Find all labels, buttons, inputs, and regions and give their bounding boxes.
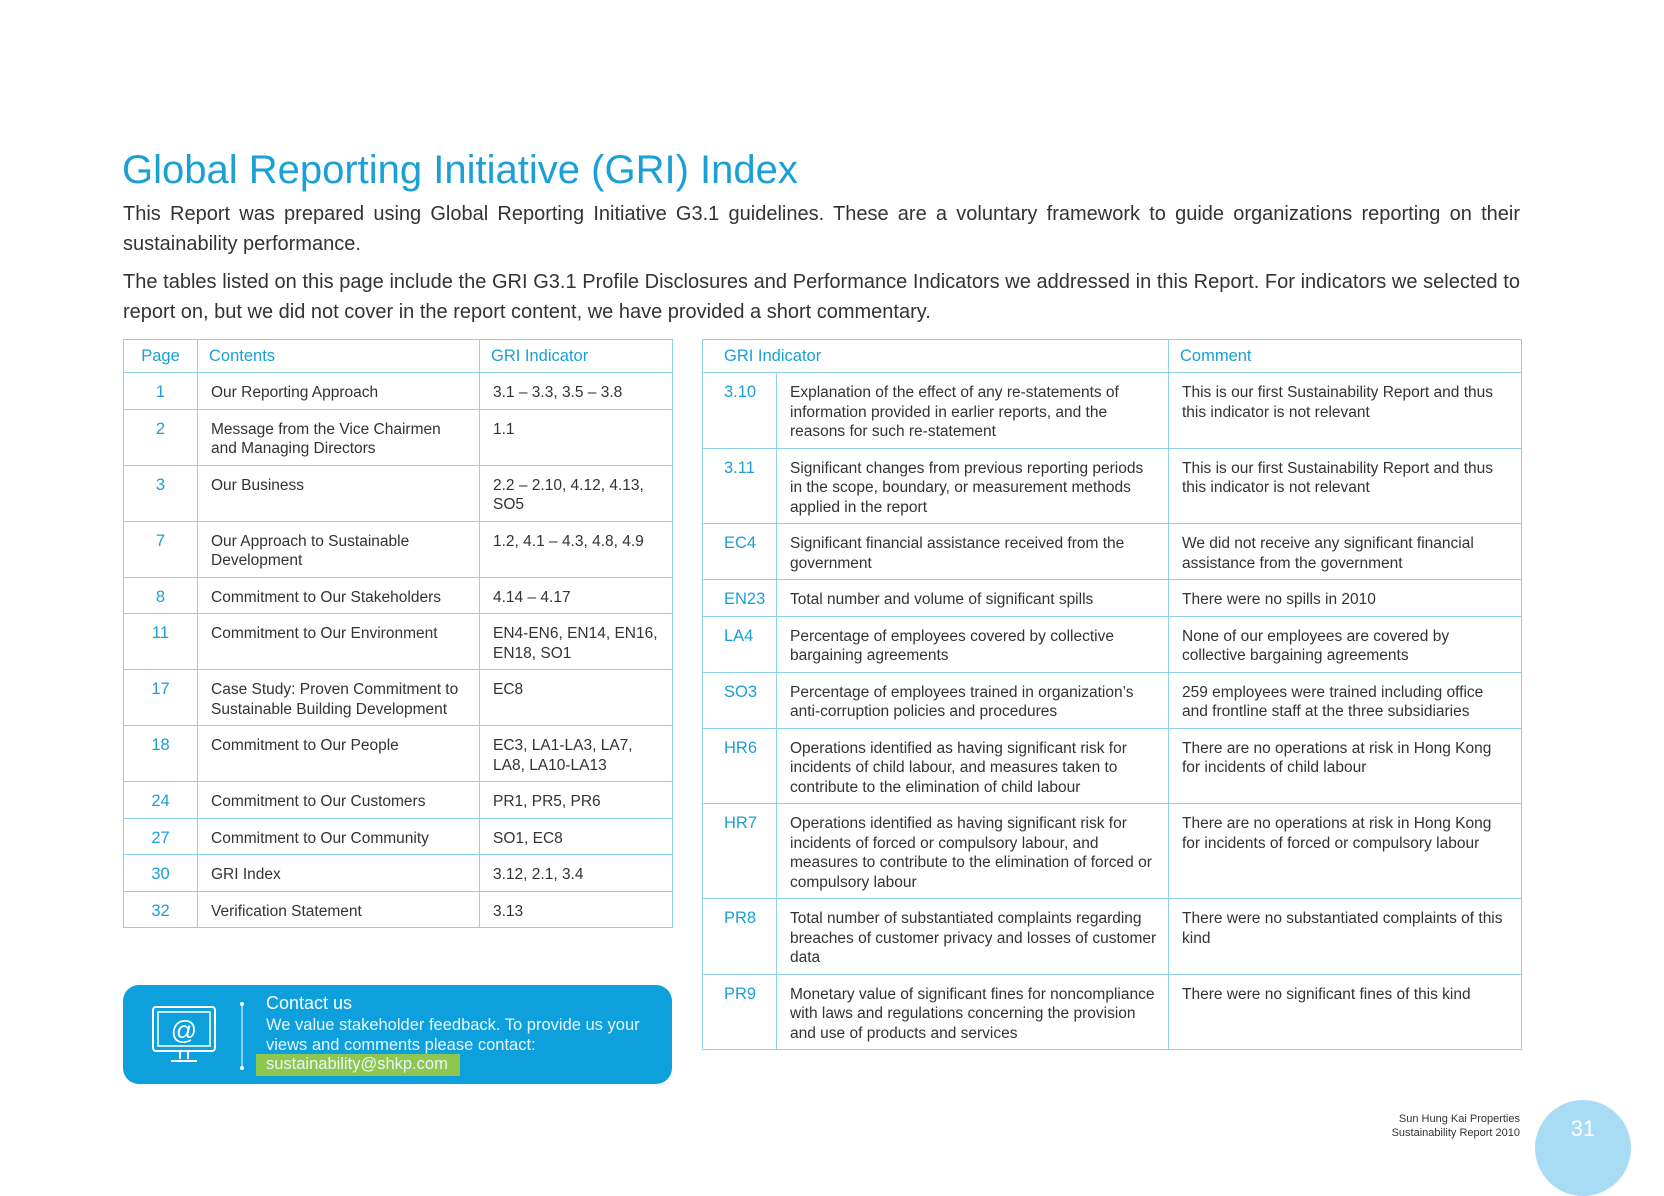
contents-cell: Our Reporting Approach xyxy=(198,373,480,410)
column-header-comment: Comment xyxy=(1169,340,1522,373)
indicator-description-cell: Total number of substantiated complaints regarding breaches of customer privacy and losses of customer data xyxy=(777,899,1169,975)
comment-cell: This is our first Sustainability Report and thus this indicator is not relevant xyxy=(1169,373,1522,449)
table-row xyxy=(124,614,673,670)
gri-indicator-cell: 3.1 – 3.3, 3.5 – 3.8 xyxy=(480,373,673,410)
contents-table xyxy=(123,339,673,928)
at-sign-monitor-icon xyxy=(151,1005,217,1067)
indicator-description-cell: Percentage of employees covered by collective bargaining agreements xyxy=(777,616,1169,672)
comment-cell: There are no operations at risk in Hong Kong for incidents of forced or compulsory labour xyxy=(1169,804,1522,899)
gri-indicator-cell: 1.2, 4.1 – 4.3, 4.8, 4.9 xyxy=(480,521,673,577)
indicator-code-cell: 3.11 xyxy=(703,448,777,524)
indicator-description-cell: Operations identified as having significant risk for incidents of child labour, and measures taken to contribute to the elimination of child labour xyxy=(777,728,1169,804)
contents-cell: Commitment to Our Environment xyxy=(198,614,480,670)
table-row xyxy=(124,409,673,465)
contents-cell: Our Approach to Sustainable Development xyxy=(198,521,480,577)
page-cell: 11 xyxy=(124,614,198,670)
comment-cell: There were no substantiated complaints of this kind xyxy=(1169,899,1522,975)
indicator-description-cell: Significant financial assistance received from the government xyxy=(777,524,1169,580)
table-row xyxy=(124,891,673,928)
gri-indicator-cell: SO1, EC8 xyxy=(480,818,673,855)
divider-line xyxy=(239,1001,245,1071)
page-cell: 7 xyxy=(124,521,198,577)
page-number: 31 xyxy=(1570,1116,1596,1141)
contact-email-link[interactable]: sustainability@shkp.com xyxy=(256,1054,460,1076)
indicator-code-cell: SO3 xyxy=(703,672,777,728)
contents-cell: Message from the Vice Chairmen and Managing Directors xyxy=(198,409,480,465)
contents-cell: Our Business xyxy=(198,465,480,521)
gri-indicator-cell: EN4-EN6, EN14, EN16, EN18, SO1 xyxy=(480,614,673,670)
indicator-description-cell: Explanation of the effect of any re-statements of information provided in earlier reports, and the reasons for such re-statement xyxy=(777,373,1169,449)
table-row xyxy=(124,373,673,410)
table-row xyxy=(703,899,1522,975)
indicator-description-cell: Total number and volume of significant spills xyxy=(777,580,1169,617)
column-header-page: Page xyxy=(124,340,198,373)
contents-cell: Commitment to Our Customers xyxy=(198,782,480,819)
table-row xyxy=(124,782,673,819)
indicator-code-cell: 3.10 xyxy=(703,373,777,449)
indicator-description-cell: Percentage of employees trained in organization’s anti-corruption policies and procedures xyxy=(777,672,1169,728)
contents-cell: Commitment to Our Stakeholders xyxy=(198,577,480,614)
contents-cell: Commitment to Our Community xyxy=(198,818,480,855)
page-cell: 3 xyxy=(124,465,198,521)
gri-indicator-cell: 4.14 – 4.17 xyxy=(480,577,673,614)
contact-title: Contact us xyxy=(266,993,353,1013)
table-row xyxy=(703,580,1522,617)
comment-cell: None of our employees are covered by collective bargaining agreements xyxy=(1169,616,1522,672)
gri-indicator-cell: 3.13 xyxy=(480,891,673,928)
indicator-code-cell: LA4 xyxy=(703,616,777,672)
indicator-code-cell: HR7 xyxy=(703,804,777,899)
page-cell: 2 xyxy=(124,409,198,465)
gri-indicator-cell: PR1, PR5, PR6 xyxy=(480,782,673,819)
comment-cell: There were no spills in 2010 xyxy=(1169,580,1522,617)
table-row xyxy=(124,577,673,614)
contact-text: We value stakeholder feedback. To provide us your views and comments please contact: xyxy=(266,1016,640,1054)
contents-cell: Commitment to Our People xyxy=(198,726,480,782)
table-row xyxy=(703,616,1522,672)
page-number-badge xyxy=(1535,1100,1631,1196)
page-cell: 8 xyxy=(124,577,198,614)
page-cell: 1 xyxy=(124,373,198,410)
footer-brand xyxy=(1392,1112,1520,1140)
intro-paragraph-2: The tables listed on this page include the GRI G3.1 Profile Disclosures and Performance Indicators we addressed in this Report. For indicators we selected to report on, but we did not cover in the report content, we have provided a short commentary. xyxy=(123,271,1520,323)
contact-box xyxy=(123,985,672,1084)
indicator-description-cell: Monetary value of significant fines for noncompliance with laws and regulations concerning the provision and use of products and services xyxy=(777,974,1169,1050)
footer-report: Sustainability Report 2010 xyxy=(1391,1127,1520,1139)
table-row xyxy=(703,804,1522,899)
table-row xyxy=(124,670,673,726)
indicator-description-cell: Significant changes from previous reporting periods in the scope, boundary, or measurement methods applied in the report xyxy=(777,448,1169,524)
comment-cell: We did not receive any significant financial assistance from the government xyxy=(1169,524,1522,580)
table-row xyxy=(124,521,673,577)
table-row xyxy=(124,818,673,855)
table-row xyxy=(703,448,1522,524)
table-row xyxy=(124,855,673,892)
table-header-row xyxy=(703,340,1522,373)
page-cell: 32 xyxy=(124,891,198,928)
contents-cell: GRI Index xyxy=(198,855,480,892)
indicator-comment-table xyxy=(702,339,1522,1050)
contents-cell: Verification Statement xyxy=(198,891,480,928)
table-row xyxy=(124,726,673,782)
contents-cell: Case Study: Proven Commitment to Sustainable Building Development xyxy=(198,670,480,726)
comment-cell: There were no significant fines of this kind xyxy=(1169,974,1522,1050)
indicator-code-cell: EC4 xyxy=(703,524,777,580)
gri-indicator-cell: 3.12, 2.1, 3.4 xyxy=(480,855,673,892)
column-header-gri-indicator: GRI Indicator xyxy=(480,340,673,373)
gri-indicator-cell: 2.2 – 2.10, 4.12, 4.13, SO5 xyxy=(480,465,673,521)
comment-cell: This is our first Sustainability Report and thus this indicator is not relevant xyxy=(1169,448,1522,524)
table-row xyxy=(124,465,673,521)
page-cell: 17 xyxy=(124,670,198,726)
column-header-contents: Contents xyxy=(198,340,480,373)
column-header-gri-indicator: GRI Indicator xyxy=(703,340,1169,373)
table-row xyxy=(703,974,1522,1050)
table-row xyxy=(703,524,1522,580)
svg-text:@: @ xyxy=(170,1015,198,1045)
page-title: Global Reporting Initiative (GRI) Index xyxy=(122,148,798,192)
table-row xyxy=(703,672,1522,728)
indicator-code-cell: PR9 xyxy=(703,974,777,1050)
indicator-code-cell: EN23 xyxy=(703,580,777,617)
indicator-description-cell: Operations identified as having significant risk for incidents of forced or compulsory labour, and measures to contribute to the elimination of forced or compulsory labour xyxy=(777,804,1169,899)
comment-cell: 259 employees were trained including office and frontline staff at the three subsidiaries xyxy=(1169,672,1522,728)
indicator-code-cell: PR8 xyxy=(703,899,777,975)
table-row xyxy=(703,728,1522,804)
gri-indicator-cell: 1.1 xyxy=(480,409,673,465)
comment-cell: There are no operations at risk in Hong Kong for incidents of child labour xyxy=(1169,728,1522,804)
page-cell: 30 xyxy=(124,855,198,892)
table-row xyxy=(703,373,1522,449)
indicator-code-cell: HR6 xyxy=(703,728,777,804)
page-cell: 18 xyxy=(124,726,198,782)
page-cell: 24 xyxy=(124,782,198,819)
page-cell: 27 xyxy=(124,818,198,855)
footer-company: Sun Hung Kai Properties xyxy=(1398,1113,1520,1125)
table-header-row xyxy=(124,340,673,373)
intro-paragraph-1: This Report was prepared using Global Reporting Initiative G3.1 guidelines. These are a voluntary framework to guide organizations reporting on their sustainability performance. xyxy=(123,203,1520,255)
gri-indicator-cell: EC3, LA1-LA3, LA7, LA8, LA10-LA13 xyxy=(480,726,673,782)
gri-indicator-cell: EC8 xyxy=(480,670,673,726)
